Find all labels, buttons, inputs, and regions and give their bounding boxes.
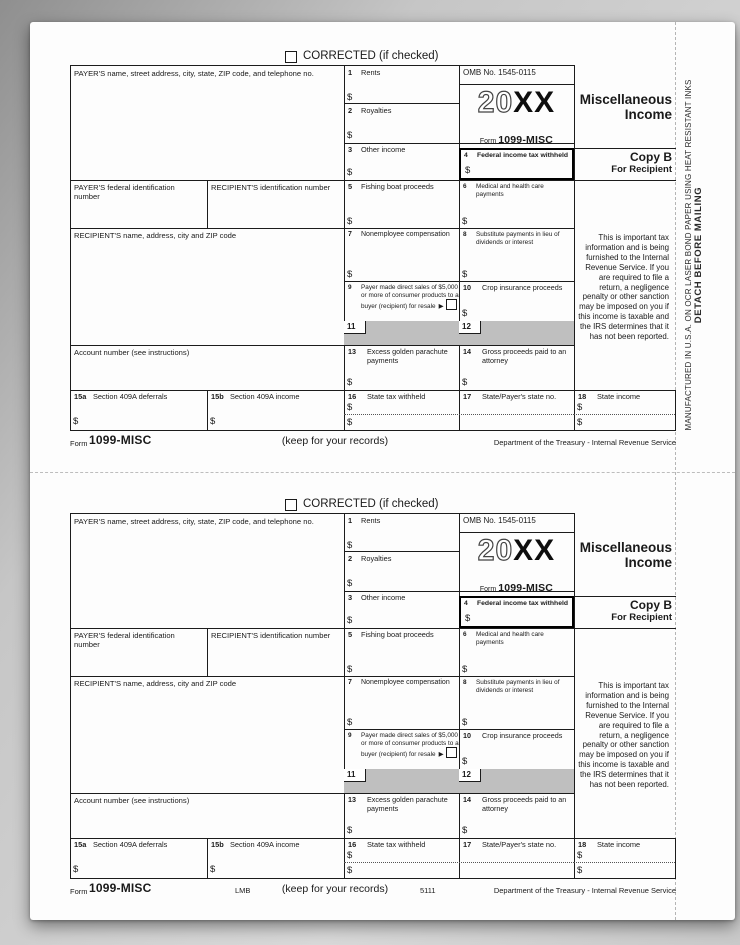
- box2-royalties: [348, 555, 456, 564]
- resale-arrow-icon: ▶: [438, 751, 444, 759]
- grid-line-h: [70, 793, 575, 794]
- dollar-sign: $: [462, 664, 468, 675]
- dollar-sign: $: [462, 825, 468, 836]
- box9-label-text: Payer made direct sales of $5,000 or more of consumer products to a buyer (recipient) for resale: [361, 284, 459, 311]
- copy-designation: Copy B: [630, 150, 672, 164]
- dollar-sign: $: [462, 717, 468, 728]
- box18-state-income: [578, 841, 672, 850]
- corrected-label: CORRECTED (if checked): [303, 50, 439, 62]
- box-label: Royalties: [361, 554, 392, 563]
- box8-substitute-payments: [463, 679, 571, 694]
- stub-rotated-text: [684, 43, 706, 467]
- corrected-checkbox[interactable]: [285, 51, 297, 63]
- box-label: Federal income tax withheld: [477, 600, 569, 607]
- box-label: Rents: [361, 68, 381, 77]
- box-label: Nonemployee compensation: [361, 679, 450, 686]
- recipient-name-field-label: RECIPIENT'S name, address, city and ZIP code: [74, 231, 237, 240]
- payer-federal-id-label: PAYER'S federal identification number: [74, 183, 175, 201]
- dollar-sign: $: [347, 167, 353, 178]
- footer-form-number: 1099-MISC: [89, 433, 152, 447]
- grid-line-h: [344, 103, 459, 104]
- box-label: Medical and health care payments: [476, 631, 544, 646]
- box5-fishing-boat-proceeds: [348, 183, 456, 192]
- box-label: State/Payer's state no.: [482, 392, 557, 401]
- footer-treasury-note: Department of the Treasury - Internal Revenue Service: [493, 438, 676, 447]
- footer-form-number: 1099-MISC: [89, 881, 152, 895]
- copy-for-recipient: For Recipient: [611, 612, 672, 623]
- box-number: 3: [348, 145, 353, 154]
- manufactured-note: MANUFACTURED IN U.S.A. ON OCR LASER BOND PAPER USING HEAT RESISTANT INKS: [684, 79, 693, 431]
- grid-line-h: [70, 390, 676, 391]
- box-label: Rents: [361, 516, 381, 525]
- box-number: 14: [463, 795, 471, 804]
- box-label: State/Payer's state no.: [482, 840, 557, 849]
- box10-crop-insurance: [463, 284, 573, 293]
- dollar-sign: $: [347, 377, 353, 388]
- account-number-label: Account number (see instructions): [74, 796, 190, 805]
- recipient-important-notice: This is important tax information and is being furnished to the Internal Revenue Service. If you are required to file a return, a negligence penalty or other sanction may be imposed on you if this income is taxable and the IRS determines that it has not been reported.: [578, 233, 669, 342]
- box-label: State tax withheld: [367, 392, 426, 401]
- form-1099-misc-copy: [70, 498, 676, 900]
- tax-year: [459, 86, 574, 120]
- box-number: 4: [464, 152, 468, 159]
- grid-line-h: [70, 430, 676, 431]
- box-label: Section 409A deferrals: [93, 840, 168, 849]
- box18-state-income: [578, 393, 672, 402]
- box-label: [361, 732, 460, 759]
- recipient-name-field-label: RECIPIENT'S name, address, city and ZIP code: [74, 679, 237, 688]
- dollar-sign: $: [73, 864, 79, 875]
- recipient-id-label: RECIPIENT'S identification number: [211, 631, 331, 640]
- form-number: 1099-MISC: [498, 582, 554, 594]
- dollar-sign: $: [347, 130, 353, 141]
- entry-dotted-line: [574, 862, 675, 863]
- recipient-important-notice: This is important tax information and is being furnished to the Internal Revenue Service. If you are required to file a return, a negligence penalty or other sanction may be imposed on you if this income is taxable and the IRS determines that it has not been reported.: [578, 681, 669, 790]
- footer-treasury-note: Department of the Treasury - Internal Revenue Service: [493, 886, 676, 895]
- box-number: 16: [348, 840, 357, 849]
- footer-print-code: 5111: [420, 886, 436, 895]
- corrected-label: CORRECTED (if checked): [303, 498, 439, 510]
- dollar-sign: $: [347, 717, 353, 728]
- footer-keep-note: (keep for your records): [281, 883, 389, 895]
- box-label: Section 409A income: [230, 392, 300, 401]
- grid-line-h: [70, 513, 575, 514]
- box-label: Crop insurance proceeds: [482, 283, 563, 292]
- grid-line-h: [70, 65, 575, 66]
- payer-name-field-label: PAYER'S name, street address, city, state, ZIP code, and telephone no.: [74, 69, 314, 78]
- box16-state-tax-withheld: [348, 393, 456, 402]
- grid-line-v: [70, 65, 71, 430]
- box14-gross-proceeds-attorney: [463, 796, 571, 813]
- year-bold-digits: XX: [513, 534, 556, 567]
- dollar-sign: $: [577, 402, 583, 413]
- entry-dotted-line: [574, 414, 675, 415]
- grid-line-v: [207, 838, 208, 878]
- box-label: State income: [597, 392, 641, 401]
- box-label: Excess golden parachute payments: [367, 347, 448, 365]
- footer-lmb-code: LMB: [235, 886, 251, 895]
- form-footer: [70, 433, 676, 450]
- year-outline-digits: 20: [477, 86, 514, 119]
- dollar-sign: $: [347, 865, 353, 876]
- box-number: 1: [348, 516, 353, 525]
- box-label: Gross proceeds paid to an attorney: [482, 347, 567, 365]
- grid-line-v: [675, 838, 676, 878]
- account-number-label: Account number (see instructions): [74, 348, 190, 357]
- dollar-sign: $: [462, 377, 468, 388]
- box-label: State tax withheld: [367, 840, 426, 849]
- horizontal-perforation: [30, 472, 735, 473]
- form-word: Form: [479, 586, 497, 593]
- payer-name-field-label: PAYER'S name, street address, city, state, ZIP code, and telephone no.: [74, 517, 314, 526]
- grid-line-v: [207, 180, 208, 228]
- dollar-sign: $: [462, 269, 468, 280]
- box5-fishing-boat-proceeds: [348, 631, 456, 640]
- entry-dotted-line: [344, 862, 574, 863]
- payer-federal-id-label: PAYER'S federal identification number: [74, 631, 175, 649]
- box-number: 13: [348, 347, 356, 356]
- box-label: Other income: [361, 145, 406, 154]
- box-label: Crop insurance proceeds: [482, 731, 563, 740]
- box8-substitute-payments: [463, 231, 571, 246]
- grid-line-h: [70, 180, 676, 181]
- box-number: 7: [348, 679, 352, 686]
- grid-line-h: [70, 878, 676, 879]
- grid-line-h: [70, 838, 676, 839]
- box-number: 4: [464, 600, 468, 607]
- dollar-sign: $: [347, 825, 353, 836]
- box-number: 15a: [74, 840, 87, 849]
- entry-dotted-line: [344, 414, 574, 415]
- grid-line-v: [344, 513, 345, 878]
- grid-line-h: [574, 596, 676, 597]
- box-number: 17: [463, 392, 472, 401]
- box-number: 5: [348, 630, 353, 639]
- box-number: 14: [463, 347, 471, 356]
- footer-keep-note: (keep for your records): [281, 435, 389, 447]
- box12-shaded: [459, 321, 574, 345]
- box-number: 10: [463, 731, 471, 740]
- box-number: 5: [348, 182, 353, 191]
- footer-form-word: Form: [70, 439, 88, 448]
- form-sheet: [30, 22, 735, 920]
- box3-other-income: [348, 594, 456, 603]
- box6-medical-payments: [463, 631, 571, 646]
- box1-rents: [348, 69, 456, 78]
- box-number: 3: [348, 593, 353, 602]
- year-bold-digits: XX: [513, 86, 556, 119]
- grid-line-v: [344, 65, 345, 430]
- form-1099-misc-copy: [70, 50, 676, 452]
- year-outline-digits: 20: [477, 534, 514, 567]
- dollar-sign: $: [577, 850, 583, 861]
- dollar-sign: $: [347, 615, 353, 626]
- form-title: Miscellaneous Income: [579, 540, 672, 570]
- box-number: 13: [348, 795, 356, 804]
- box17-state-payer-no: [463, 841, 571, 850]
- grid-line-v: [207, 390, 208, 430]
- box-number: 15b: [211, 840, 224, 849]
- box-label: Gross proceeds paid to an attorney: [482, 795, 567, 813]
- box9-label-text: Payer made direct sales of $5,000 or more of consumer products to a buyer (recipient) for resale: [361, 732, 459, 759]
- box-number: 9: [348, 732, 352, 739]
- box-number: 17: [463, 840, 472, 849]
- box12-shaded: [459, 769, 574, 793]
- form-footer: [70, 881, 676, 898]
- box-number: 8: [463, 679, 467, 686]
- box-number: 11: [344, 769, 366, 782]
- form-number-cell: [459, 582, 574, 594]
- box9-direct-sales: [348, 284, 460, 311]
- box-label: Section 409A income: [230, 840, 300, 849]
- grid-line-h: [459, 532, 574, 533]
- box-label: Medical and health care payments: [476, 183, 544, 198]
- dollar-sign: $: [577, 865, 583, 876]
- box-number: 2: [348, 106, 353, 115]
- grid-line-h: [344, 551, 459, 552]
- box-label: Substitute payments in lieu of dividends or interest: [476, 679, 560, 694]
- box-label: [361, 284, 460, 311]
- omb-number: OMB No. 1545-0115: [463, 68, 536, 77]
- box-number: 7: [348, 231, 352, 238]
- recipient-id-label: RECIPIENT'S identification number: [211, 183, 331, 192]
- grid-line-h: [70, 345, 575, 346]
- dollar-sign: $: [347, 540, 353, 551]
- box-number: 1: [348, 68, 353, 77]
- dollar-sign: $: [347, 92, 353, 103]
- box-number: 10: [463, 283, 471, 292]
- box-label: Fishing boat proceeds: [361, 630, 434, 639]
- box15a-409a-deferrals: [74, 841, 204, 850]
- box4-federal-tax-withheld: [464, 600, 570, 609]
- grid-line-h: [70, 228, 575, 229]
- box-number: 15a: [74, 392, 87, 401]
- grid-line-h: [70, 676, 575, 677]
- tax-year: [459, 534, 574, 568]
- dollar-sign: $: [347, 269, 353, 280]
- box-number: 12: [459, 769, 481, 782]
- box-number: 12: [459, 321, 481, 334]
- dollar-sign: $: [347, 578, 353, 589]
- dollar-sign: $: [210, 416, 216, 427]
- form-word: Form: [479, 138, 497, 145]
- box-label: Federal income tax withheld: [477, 152, 569, 159]
- detach-before-mailing-note: DETACH BEFORE MAILING: [693, 186, 704, 324]
- box14-gross-proceeds-attorney: [463, 348, 571, 365]
- dollar-sign: $: [465, 165, 471, 176]
- footer-form-word: Form: [70, 887, 88, 896]
- box6-medical-payments: [463, 183, 571, 198]
- form-number-cell: [459, 134, 574, 146]
- box17-state-payer-no: [463, 393, 571, 402]
- box-label: Other income: [361, 593, 406, 602]
- grid-line-v: [207, 628, 208, 676]
- box-label: Substitute payments in lieu of dividends or interest: [476, 231, 560, 246]
- box-label: Excess golden parachute payments: [367, 795, 448, 813]
- copy-designation: Copy B: [630, 598, 672, 612]
- box-number: 18: [578, 840, 587, 849]
- box-number: 8: [463, 231, 467, 238]
- dollar-sign: $: [210, 864, 216, 875]
- box15a-409a-deferrals: [74, 393, 204, 402]
- copy-for-recipient: For Recipient: [611, 164, 672, 175]
- grid-line-v: [675, 390, 676, 430]
- box-label: State income: [597, 840, 641, 849]
- grid-line-h: [459, 84, 574, 85]
- dollar-sign: $: [347, 850, 353, 861]
- box-label: Fishing boat proceeds: [361, 182, 434, 191]
- dollar-sign: $: [462, 308, 468, 319]
- dollar-sign: $: [347, 417, 353, 428]
- box-label: Nonemployee compensation: [361, 231, 450, 238]
- box-label: Royalties: [361, 106, 392, 115]
- form-title: Miscellaneous Income: [579, 92, 672, 122]
- box-label: Section 409A deferrals: [93, 392, 168, 401]
- dollar-sign: $: [73, 416, 79, 427]
- grid-line-h: [574, 148, 676, 149]
- resale-arrow-icon: ▶: [438, 303, 444, 311]
- box-number: 9: [348, 284, 352, 291]
- box15b-409a-income: [211, 841, 341, 850]
- dollar-sign: $: [347, 664, 353, 675]
- box15b-409a-income: [211, 393, 341, 402]
- box-number: 11: [344, 321, 366, 334]
- box16-state-tax-withheld: [348, 841, 456, 850]
- box1-rents: [348, 517, 456, 526]
- box7-nonemployee-compensation: [348, 231, 456, 240]
- form-number: 1099-MISC: [498, 134, 554, 146]
- omb-number: OMB No. 1545-0115: [463, 516, 536, 525]
- box3-other-income: [348, 146, 456, 155]
- box7-nonemployee-compensation: [348, 679, 456, 688]
- box-number: 6: [463, 631, 467, 638]
- box11-shaded: [344, 769, 459, 793]
- box11-shaded: [344, 321, 459, 345]
- box2-royalties: [348, 107, 456, 116]
- direct-sales-checkbox[interactable]: [446, 747, 457, 758]
- box-number: 16: [348, 392, 357, 401]
- box13-golden-parachute: [348, 348, 460, 365]
- box10-crop-insurance: [463, 732, 573, 741]
- box-number: 18: [578, 392, 587, 401]
- corrected-checkbox[interactable]: [285, 499, 297, 511]
- box-number: 15b: [211, 392, 224, 401]
- dollar-sign: $: [462, 756, 468, 767]
- box4-federal-tax-withheld: [464, 152, 570, 161]
- box-number: 6: [463, 183, 467, 190]
- dollar-sign: $: [347, 216, 353, 227]
- box9-direct-sales: [348, 732, 460, 759]
- dollar-sign: $: [577, 417, 583, 428]
- box-number: 2: [348, 554, 353, 563]
- direct-sales-checkbox[interactable]: [446, 299, 457, 310]
- dollar-sign: $: [465, 613, 471, 624]
- grid-line-h: [70, 628, 676, 629]
- dollar-sign: $: [347, 402, 353, 413]
- box13-golden-parachute: [348, 796, 460, 813]
- dollar-sign: $: [462, 216, 468, 227]
- grid-line-v: [70, 513, 71, 878]
